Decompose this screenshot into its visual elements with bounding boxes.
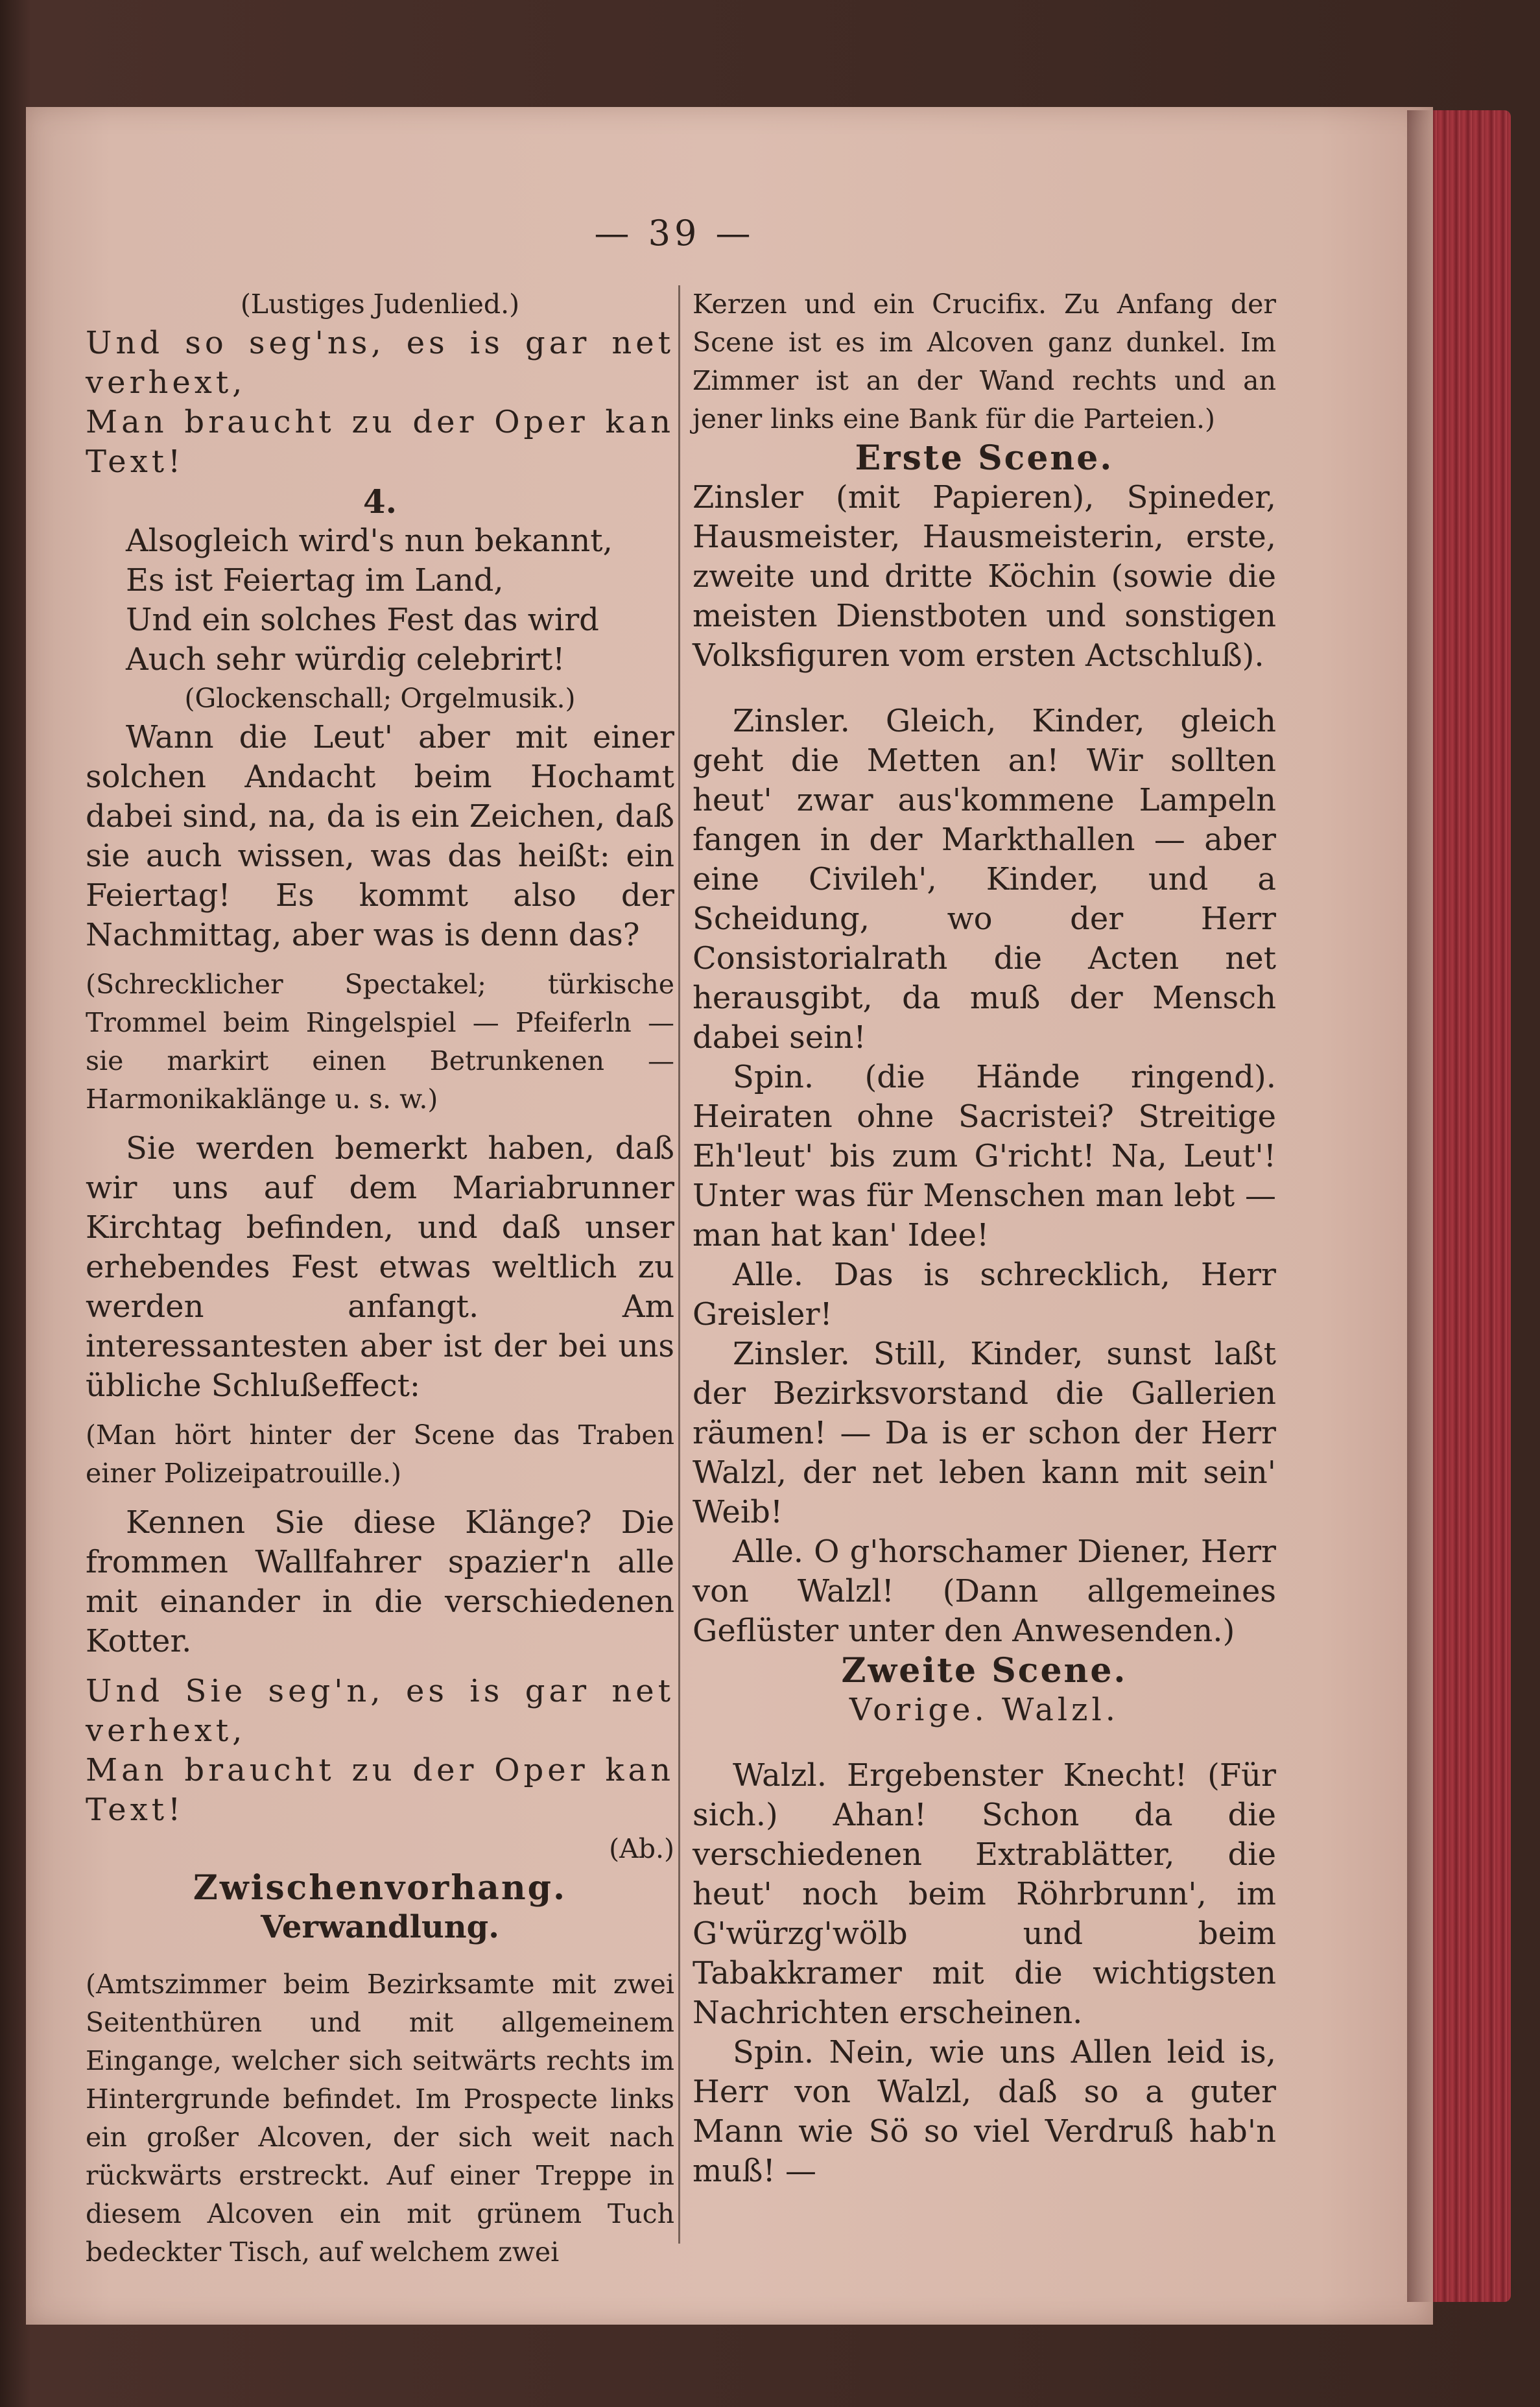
stage-direction: (Glockenschall; Orgelmusik.) bbox=[184, 683, 576, 714]
verse-line: Und so seg'ns, es is gar net verhext, bbox=[86, 325, 674, 401]
scene-heading: Erste Scene. bbox=[855, 438, 1114, 478]
paragraph: Sie werden bemerkt haben, daß wir uns auf dem Mariabrunner Kirchtag befinden, und daß unser erhebendes Fest etwas weltlich zu werden anfangt. Am interessantesten aber ist der bei uns übliche Schlußeffect: bbox=[86, 1130, 674, 1404]
page-number: — 39 — bbox=[594, 213, 755, 254]
verse-line: Man braucht zu der Oper kan Text! bbox=[86, 1752, 674, 1828]
column-divider bbox=[678, 285, 680, 2244]
scene-change-heading: Verwandlung. bbox=[261, 1909, 499, 1945]
stanza bbox=[86, 521, 674, 680]
paragraph: Wann die Leut' aber mit einer solchen Andacht beim Hochamt dabei sind, na, da is ein Zeichen, daß sie auch wissen, was das heißt: ein Feiertag! Es kommt also der Nachmittag, aber was is denn das? bbox=[86, 719, 674, 953]
dialogue: Alle. O g'horschamer Diener, Herr von Walzl! (Dann allgemeines Geflüster unter den Anwesenden.) bbox=[693, 1534, 1276, 1649]
stanza-number: 4. bbox=[362, 482, 397, 521]
cast-list: Zinsler (mit Papieren), Spineder, Hausmeister, Hausmeisterin, erste, zweite und dritte Köchin (sowie die meisten Dienstboten und sonstigen Volksfiguren vom ersten Actschluß). bbox=[693, 479, 1276, 674]
dialogue: Alle. Das is schrecklich, Herr Greisler! bbox=[693, 1257, 1276, 1333]
left-column bbox=[86, 285, 674, 2271]
stage-direction: (Lustiges Judenlied.) bbox=[240, 289, 520, 320]
dialogue: Zinsler. Gleich, Kinder, gleich geht die Metten an! Wir sollten heut' zwar aus'kommene Lampeln fangen in der Markthallen — aber eine Civileh', Kinder, und a Scheidung, wo der Herr Consistorialrath die Acten net herausgibt, da muß der Mensch dabei sein! bbox=[693, 703, 1276, 1056]
dialogue: Walzl. Ergebenster Knecht! (Für sich.) Ahan! Schon da die verschiedenen Extrablätter, die heut' noch beim Röhrbrunn', im G'würzg'wölb und beim Tabakkramer mit die wichtigsten Nachrichten erscheinen. bbox=[693, 1757, 1276, 2031]
cast-line: Vorige. Walzl. bbox=[849, 1692, 1120, 1728]
stage-direction: (Man hört hinter der Scene das Traben einer Polizeipatrouille.) bbox=[86, 1419, 674, 1489]
dialogue: Spin. Nein, wie uns Allen leid is, Herr von Walzl, daß so a guter Mann wie Sö so viel Verdruß hab'n muß! — bbox=[693, 2034, 1276, 2189]
verse-line: Alsogleich wird's nun bekannt, bbox=[126, 523, 613, 559]
stage-direction: Kerzen und ein Crucifix. Zu Anfang der Scene ist es im Alcoven ganz dunkel. Im Zimmer ist an der Wand rechts und an jener links eine Bank für die Parteien.) bbox=[693, 289, 1276, 434]
verse-line: Man braucht zu der Oper kan Text! bbox=[86, 404, 674, 480]
section-heading: Zwischenvorhang. bbox=[193, 1868, 567, 1908]
verse-line: Es ist Feiertag im Land, bbox=[126, 562, 504, 599]
stage-direction: (Schrecklicher Spectakel; türkische Trommel beim Ringelspiel — Pfeiferln — sie markirt einen Betrunkenen — Harmonikaklänge u. s. w.) bbox=[86, 969, 674, 1115]
verse-line: Auch sehr würdig celebrirt! bbox=[126, 641, 565, 678]
verse-line: Und ein solches Fest das wird bbox=[126, 602, 599, 638]
verse-line: Und Sie seg'n, es is gar net verhext, bbox=[86, 1673, 674, 1749]
dialogue: Zinsler. Still, Kinder, sunst laßt der Bezirksvorstand die Gallerien räumen! — Da is er schon der Herr Walzl, der net leben kann mit sein' Weib! bbox=[693, 1336, 1276, 1530]
right-column bbox=[693, 285, 1276, 2191]
page-edge-shadow bbox=[1407, 110, 1433, 2302]
stage-direction: (Amtszimmer beim Bezirksamte mit zwei Seitenthüren und mit allgemeinem Eingange, welcher sich seitwärts rechts im Hintergrunde befindet. Im Prospecte links ein großer Alcoven, der sich weit nach rückwärts erstreckt. Auf einer Treppe in diesem Alcoven ein mit grünem Tuch bedeckter Tisch, auf welchem zwei bbox=[86, 1969, 674, 2268]
stage-direction: (Ab.) bbox=[609, 1833, 674, 1864]
dialogue: Spin. (die Hände ringend). Heiraten ohne Sacristei? Streitige Eh'leut' bis zum G'richt! Na, Leut'! Unter was für Menschen man lebt — man hat kan' Idee! bbox=[693, 1059, 1276, 1253]
paragraph: Kennen Sie diese Klänge? Die frommen Wallfahrer spazier'n alle mit einander in die verschiedenen Kotter. bbox=[86, 1504, 674, 1659]
scene-heading: Zweite Scene. bbox=[841, 1651, 1128, 1690]
